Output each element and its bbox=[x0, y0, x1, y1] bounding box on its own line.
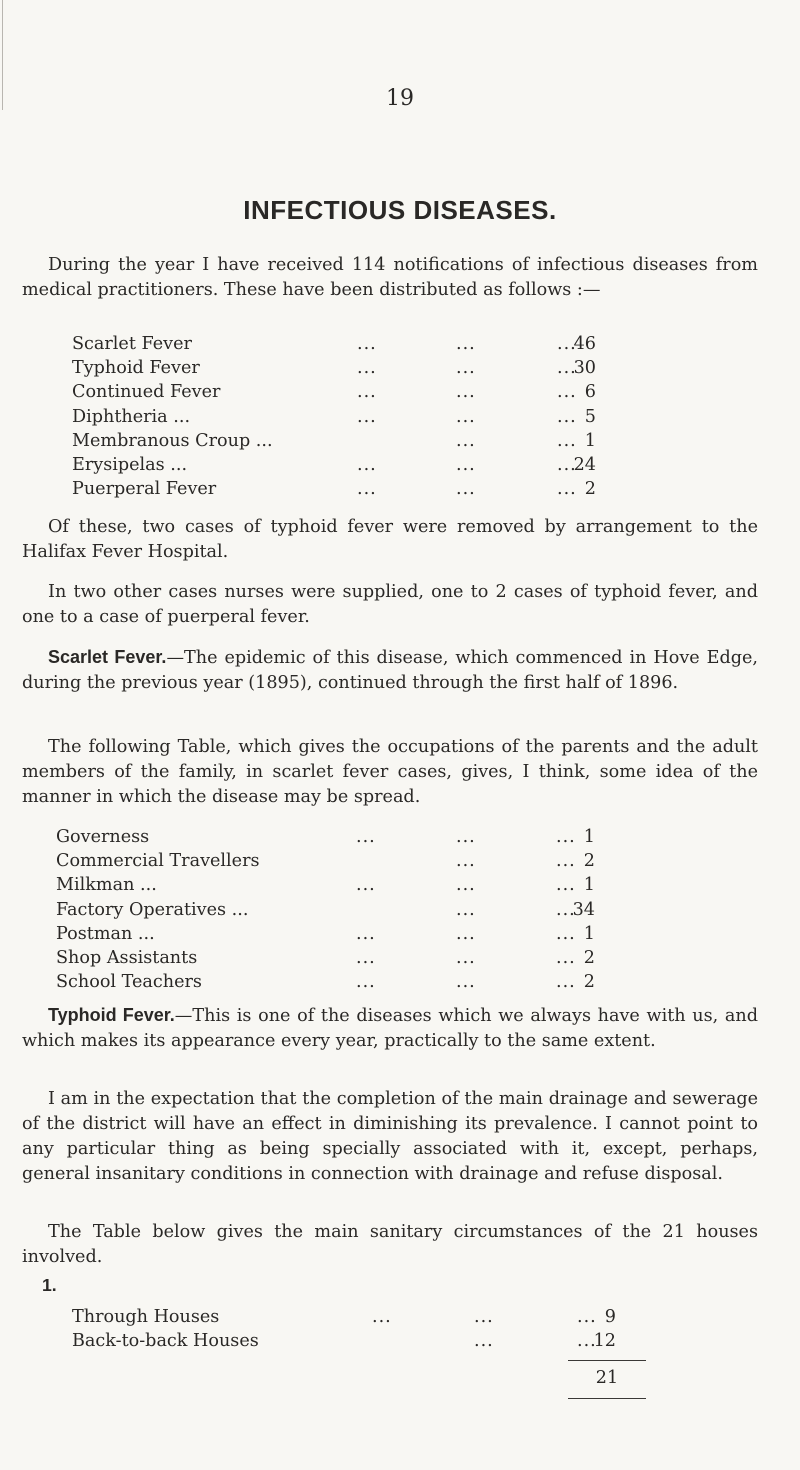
list-item: Shop Assistants ... ... ... 2 bbox=[56, 947, 595, 968]
list-item: Milkman ... ... ... ... 1 bbox=[56, 875, 595, 896]
notifications-list bbox=[72, 332, 632, 501]
list-item: Continued Fever ... ... ... 6 bbox=[72, 382, 596, 403]
scarlet-fever-heading: Scarlet Fever. bbox=[48, 647, 167, 667]
page-number: 19 bbox=[386, 86, 414, 111]
sub-table-marker: 1. bbox=[42, 1275, 57, 1295]
occupations-list bbox=[56, 825, 616, 994]
total-rule-bottom bbox=[568, 1398, 646, 1399]
scarlet-fever-paragraph bbox=[22, 645, 758, 696]
occupations-intro-paragraph: The following Table, which gives the occupations of the parents and the adult members of the family, in scarlet fever cases, gives, I think, some idea of the manner in which the disease may be spread. bbox=[22, 737, 758, 807]
list-item: Back-to-back Houses ... ... 12 bbox=[72, 1331, 616, 1352]
list-item: Diphtheria ... ... ... ... 5 bbox=[72, 406, 596, 427]
houses-total: 21 bbox=[595, 1368, 619, 1388]
list-item: Factory Operatives ... ... ... 34 bbox=[56, 899, 595, 920]
typhoid-fever-paragraph bbox=[22, 1003, 758, 1054]
drainage-paragraph: I am in the expectation that the completion of the main drainage and sewerage of the district will have an effect in diminishing its prevalence. I cannot point to any particular thing as being specially associated with it, except, perhaps, general insanitary conditions in connection with drainage and refuse disposal. bbox=[22, 1089, 758, 1184]
nurses-paragraph: In two other cases nurses were supplied, one to 2 cases of typhoid fever, and one to a case of puerperal fever. bbox=[22, 582, 758, 627]
page-title: INFECTIOUS DISEASES. bbox=[243, 195, 557, 225]
scarlet-fever-text: —The epidemic of this disease, which commenced in Hove Edge, during the previous year (1895), continued through the first half of 1896. bbox=[22, 648, 758, 693]
list-item: Through Houses ... ... ... 9 bbox=[72, 1307, 616, 1327]
list-item: Commercial Travellers ... ... 2 bbox=[56, 851, 595, 872]
typhoid-fever-text: —This is one of the diseases which we always have with us, and which makes its appearance every year, practically to the same extent. bbox=[22, 1006, 758, 1051]
total-rule-top bbox=[568, 1360, 646, 1361]
houses-list bbox=[72, 1305, 632, 1353]
list-item: Governess ... ... ... 1 bbox=[56, 827, 595, 847]
list-item: Postman ... ... ... ... 1 bbox=[56, 923, 595, 944]
intro-paragraph: During the year I have received 114 notifications of infectious diseases from medical practitioners. These have been distributed as follows :— bbox=[22, 255, 758, 300]
houses-intro-paragraph: The Table below gives the main sanitary circumstances of the 21 houses involved. bbox=[22, 1222, 758, 1267]
list-item: Erysipelas ... ... ... ... 24 bbox=[72, 454, 596, 475]
list-item: Puerperal Fever ... ... ... 2 bbox=[72, 479, 596, 500]
list-item: Membranous Croup ... ... ... 1 bbox=[72, 430, 596, 451]
halifax-paragraph: Of these, two cases of typhoid fever were removed by arrangement to the Halifax Fever Hospital. bbox=[22, 517, 758, 562]
typhoid-fever-heading: Typhoid Fever. bbox=[48, 1005, 175, 1025]
list-item: Scarlet Fever ... ... ... 46 bbox=[72, 334, 596, 354]
list-item: Typhoid Fever ... ... ... 30 bbox=[72, 358, 596, 379]
list-item: School Teachers ... ... ... 2 bbox=[56, 972, 595, 993]
